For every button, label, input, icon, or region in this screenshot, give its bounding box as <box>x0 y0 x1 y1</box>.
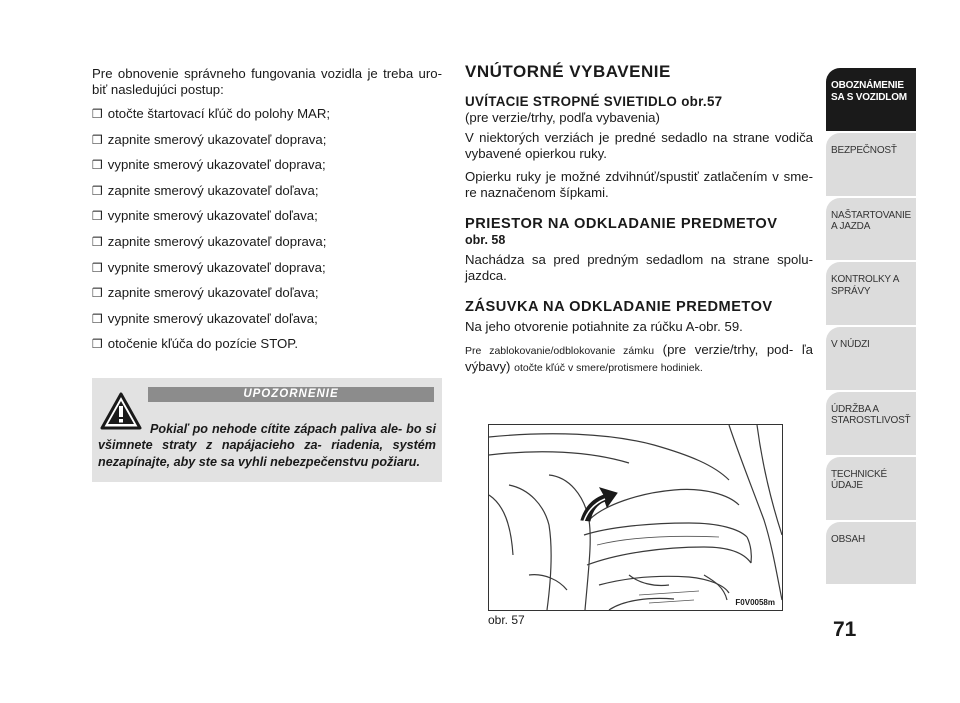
figure-ref: obr. 58 <box>465 233 506 247</box>
subsection-title-drawer: ZÁSUVKA NA ODKLADANIE PREDMETOV <box>465 299 773 315</box>
checkbox-icon: ❒ <box>92 209 103 224</box>
page-number: 71 <box>833 618 857 641</box>
version-note: (pre verzie/trhy, podľa vybavenia) <box>465 110 660 125</box>
intro-paragraph: Pre obnovenie správneho fungovania vozidla je treba uro- biť nasledujúci postup: <box>92 66 442 97</box>
list-item: ❒ vypnite smerový ukazovateľ doprava; <box>92 259 326 275</box>
section-title: VNÚTORNÉ VYBAVENIE <box>465 62 671 81</box>
tab-bezpecnost[interactable]: BEZPEČNOSŤ <box>826 133 916 198</box>
list-item: ❒ zapnite smerový ukazovateľ doľava; <box>92 182 319 198</box>
tab-nastartovanie[interactable]: NAŠTARTOVANIE A JAZDA <box>826 198 916 263</box>
arrow-icon <box>581 488 617 521</box>
right-column <box>465 64 813 383</box>
paragraph: V niektorých verziách je predné sedadlo na strane vodiča vybavené opierkou ruky. <box>465 130 813 161</box>
checkbox-icon: ❒ <box>92 311 103 326</box>
tab-obsah[interactable]: OBSAH <box>826 522 916 587</box>
figure-image <box>488 424 783 611</box>
figure-caption: obr. 57 <box>488 613 525 627</box>
warning-box <box>92 378 442 482</box>
checkbox-icon: ❒ <box>92 132 103 147</box>
list-item: ❒ zapnite smerový ukazovateľ doľava; <box>92 285 319 301</box>
warning-text: Pokiaľ po nehode cítite zápach paliva ale- bo si všimnete straty z napájacieho za- riadenia, systém nezapínajte, aby ste sa vyhli nebezpečenstvu požiaru. <box>98 421 436 469</box>
figure-ref: obr.57 <box>681 94 723 109</box>
list-item: ❒ zapnite smerový ukazovateľ doprava; <box>92 131 327 147</box>
checkbox-icon: ❒ <box>92 234 103 249</box>
tab-oboznamenie[interactable]: OBOZNÁMENIE SA S VOZIDLOM <box>826 68 916 133</box>
checkbox-icon: ❒ <box>92 337 103 352</box>
paragraph: Nachádza sa pred predným sedadlom na strane spolu- jazdca. <box>465 252 813 283</box>
checkbox-icon: ❒ <box>92 286 103 301</box>
list-item: ❒ vypnite smerový ukazovateľ doľava; <box>92 208 318 224</box>
warning-title: UPOZORNENIE <box>148 387 434 402</box>
paragraph: Na jeho otvorenie potiahnite za rúčku A-obr. 59. <box>465 319 743 334</box>
paragraph: Opierku ruky je možné zdvihnúť/spustiť zatlačením v sme- re naznačenom šípkami. <box>465 169 813 200</box>
list-item: ❒ vypnite smerový ukazovateľ doľava; <box>92 310 318 326</box>
chapter-tabs <box>826 68 916 586</box>
list-item: ❒ otočenie kľúča do pozície STOP. <box>92 336 299 352</box>
figure <box>488 424 783 627</box>
checkbox-icon: ❒ <box>92 158 103 173</box>
paragraph-lock: Pre zablokovanie/odblokovanie zámku (pre verzie/trhy, pod- ľa výbavy) otočte kľúč v smere/protismere hodiniek. <box>465 342 813 374</box>
list-item: ❒ vypnite smerový ukazovateľ doprava; <box>92 157 326 173</box>
steps-list <box>92 106 442 352</box>
checkbox-icon: ❒ <box>92 260 103 275</box>
figure-code: F0V0058m <box>735 598 775 607</box>
left-column <box>92 66 442 362</box>
subsection-title-storage: PRIESTOR NA ODKLADANIE PREDMETOV <box>465 216 778 232</box>
checkbox-icon: ❒ <box>92 183 103 198</box>
tab-technicke-udaje[interactable]: TECHNICKÉ ÚDAJE <box>826 457 916 522</box>
tab-kontrolky[interactable]: KONTROLKY A SPRÁVY <box>826 262 916 327</box>
list-item: ❒ zapnite smerový ukazovateľ doprava; <box>92 233 327 249</box>
checkbox-icon: ❒ <box>92 107 103 121</box>
list-item: ❒ otočte štartovací kľúč do polohy MAR; <box>92 106 331 121</box>
subsection-title-lamp: UVÍTACIE STROPNÉ SVIETIDLO obr.57 <box>465 94 723 109</box>
armrest-illustration <box>489 425 782 610</box>
tab-udrzba[interactable]: ÚDRŽBA A STAROSTLIVOSŤ <box>826 392 916 457</box>
tab-v-nudzi[interactable]: V NÚDZI <box>826 327 916 392</box>
